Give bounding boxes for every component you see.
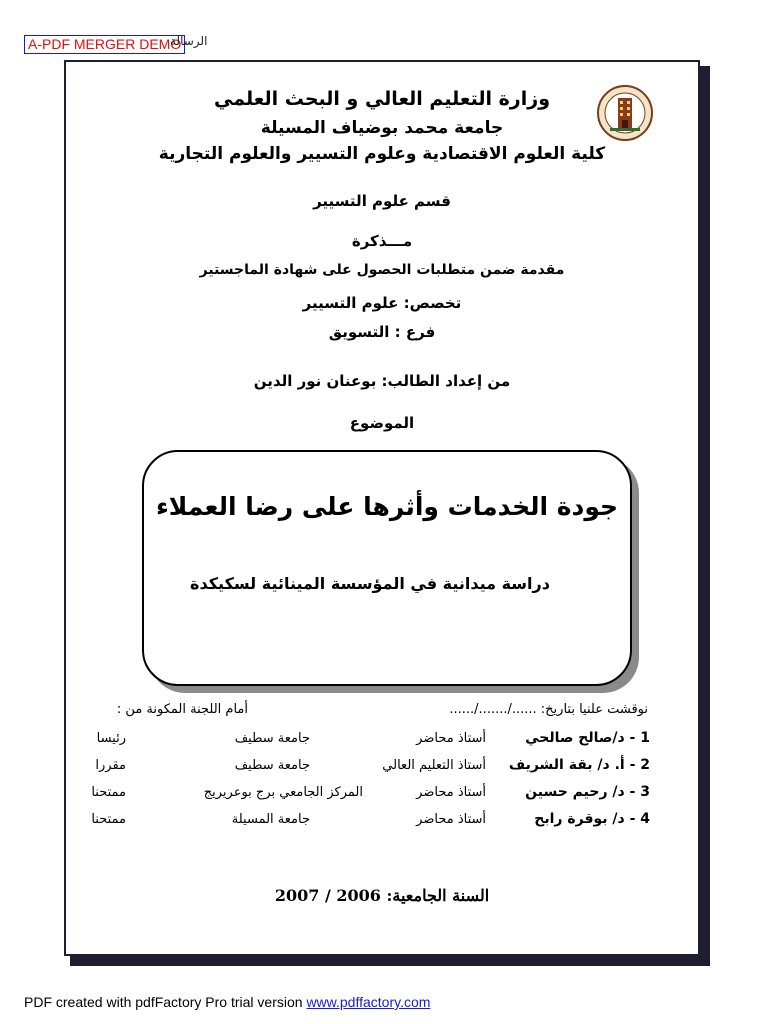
footer-link[interactable]: www.pdffactory.com [306,994,431,1010]
demo-watermark: A-PDF MERGER DEMO [24,35,185,54]
member-role: ممتحنا [91,785,126,800]
member-institution: جامعة سطيف [234,758,310,773]
member-role: مقررا [95,758,126,773]
member-name: 1 - د/صالح صالحي [525,730,650,746]
member-rank: أستاذ التعليم العالي [382,758,486,773]
committee-intro: أمام اللجنة المكونة من : [116,702,248,717]
memo-label: مـــذكرة [351,232,413,250]
member-institution: المركز الجامعي برج بوعريريج [203,785,363,800]
member-role: رئيسا [96,731,126,746]
footer-text: PDF created with pdfFactory Pro trial version [24,994,307,1010]
branch: فرع : التسويق [328,323,436,341]
subject-box [142,450,632,686]
member-rank: أستاذ محاضر [416,785,486,800]
thesis-title: جودة الخدمات وأثرها على رضا العملاء [155,492,619,521]
member-institution: جامعة سطيف [234,731,310,746]
member-role: ممتحنا [91,812,126,827]
thesis-subtitle: دراسة ميدانية في المؤسسة المينائية لسكيكدة [190,574,550,593]
specialty: تخصص: علوم التسيير [302,294,462,312]
member-name: 4 - د/ بوقرة رابح [534,811,650,827]
defense-date: نوقشت علنيا بتاريخ: ....../......./...... [449,702,648,717]
member-name: 3 - د/ رحيم حسين [525,784,650,800]
university-name: جامعة محمد بوضياف المسيلة [260,118,504,138]
footer [24,994,430,1010]
member-rank: أستاذ محاضر [416,812,486,827]
member-rank: أستاذ محاضر [416,731,486,746]
degree-purpose: مقدمة ضمن متطلبات الحصول على شهادة الماجستير [199,262,565,278]
watermark-overlay-text: الرسالة [170,34,208,48]
academic-year: السنة الجامعية: 2006 / 2007 [274,886,490,905]
ministry-title: وزارة التعليم العالي و البحث العلمي [214,88,550,110]
member-institution: جامعة المسيلة [231,812,310,827]
member-name: 2 - أ. د/ بقة الشريف [508,757,650,773]
department-name: قسم علوم التسيير [313,192,451,210]
subject-label: الموضوع [349,414,415,432]
student-name: من إعداد الطالب: بوعنان نور الدين [253,372,511,390]
faculty-name: كلية العلوم الاقتصادية وعلوم التسيير والعلوم التجارية [158,144,606,164]
